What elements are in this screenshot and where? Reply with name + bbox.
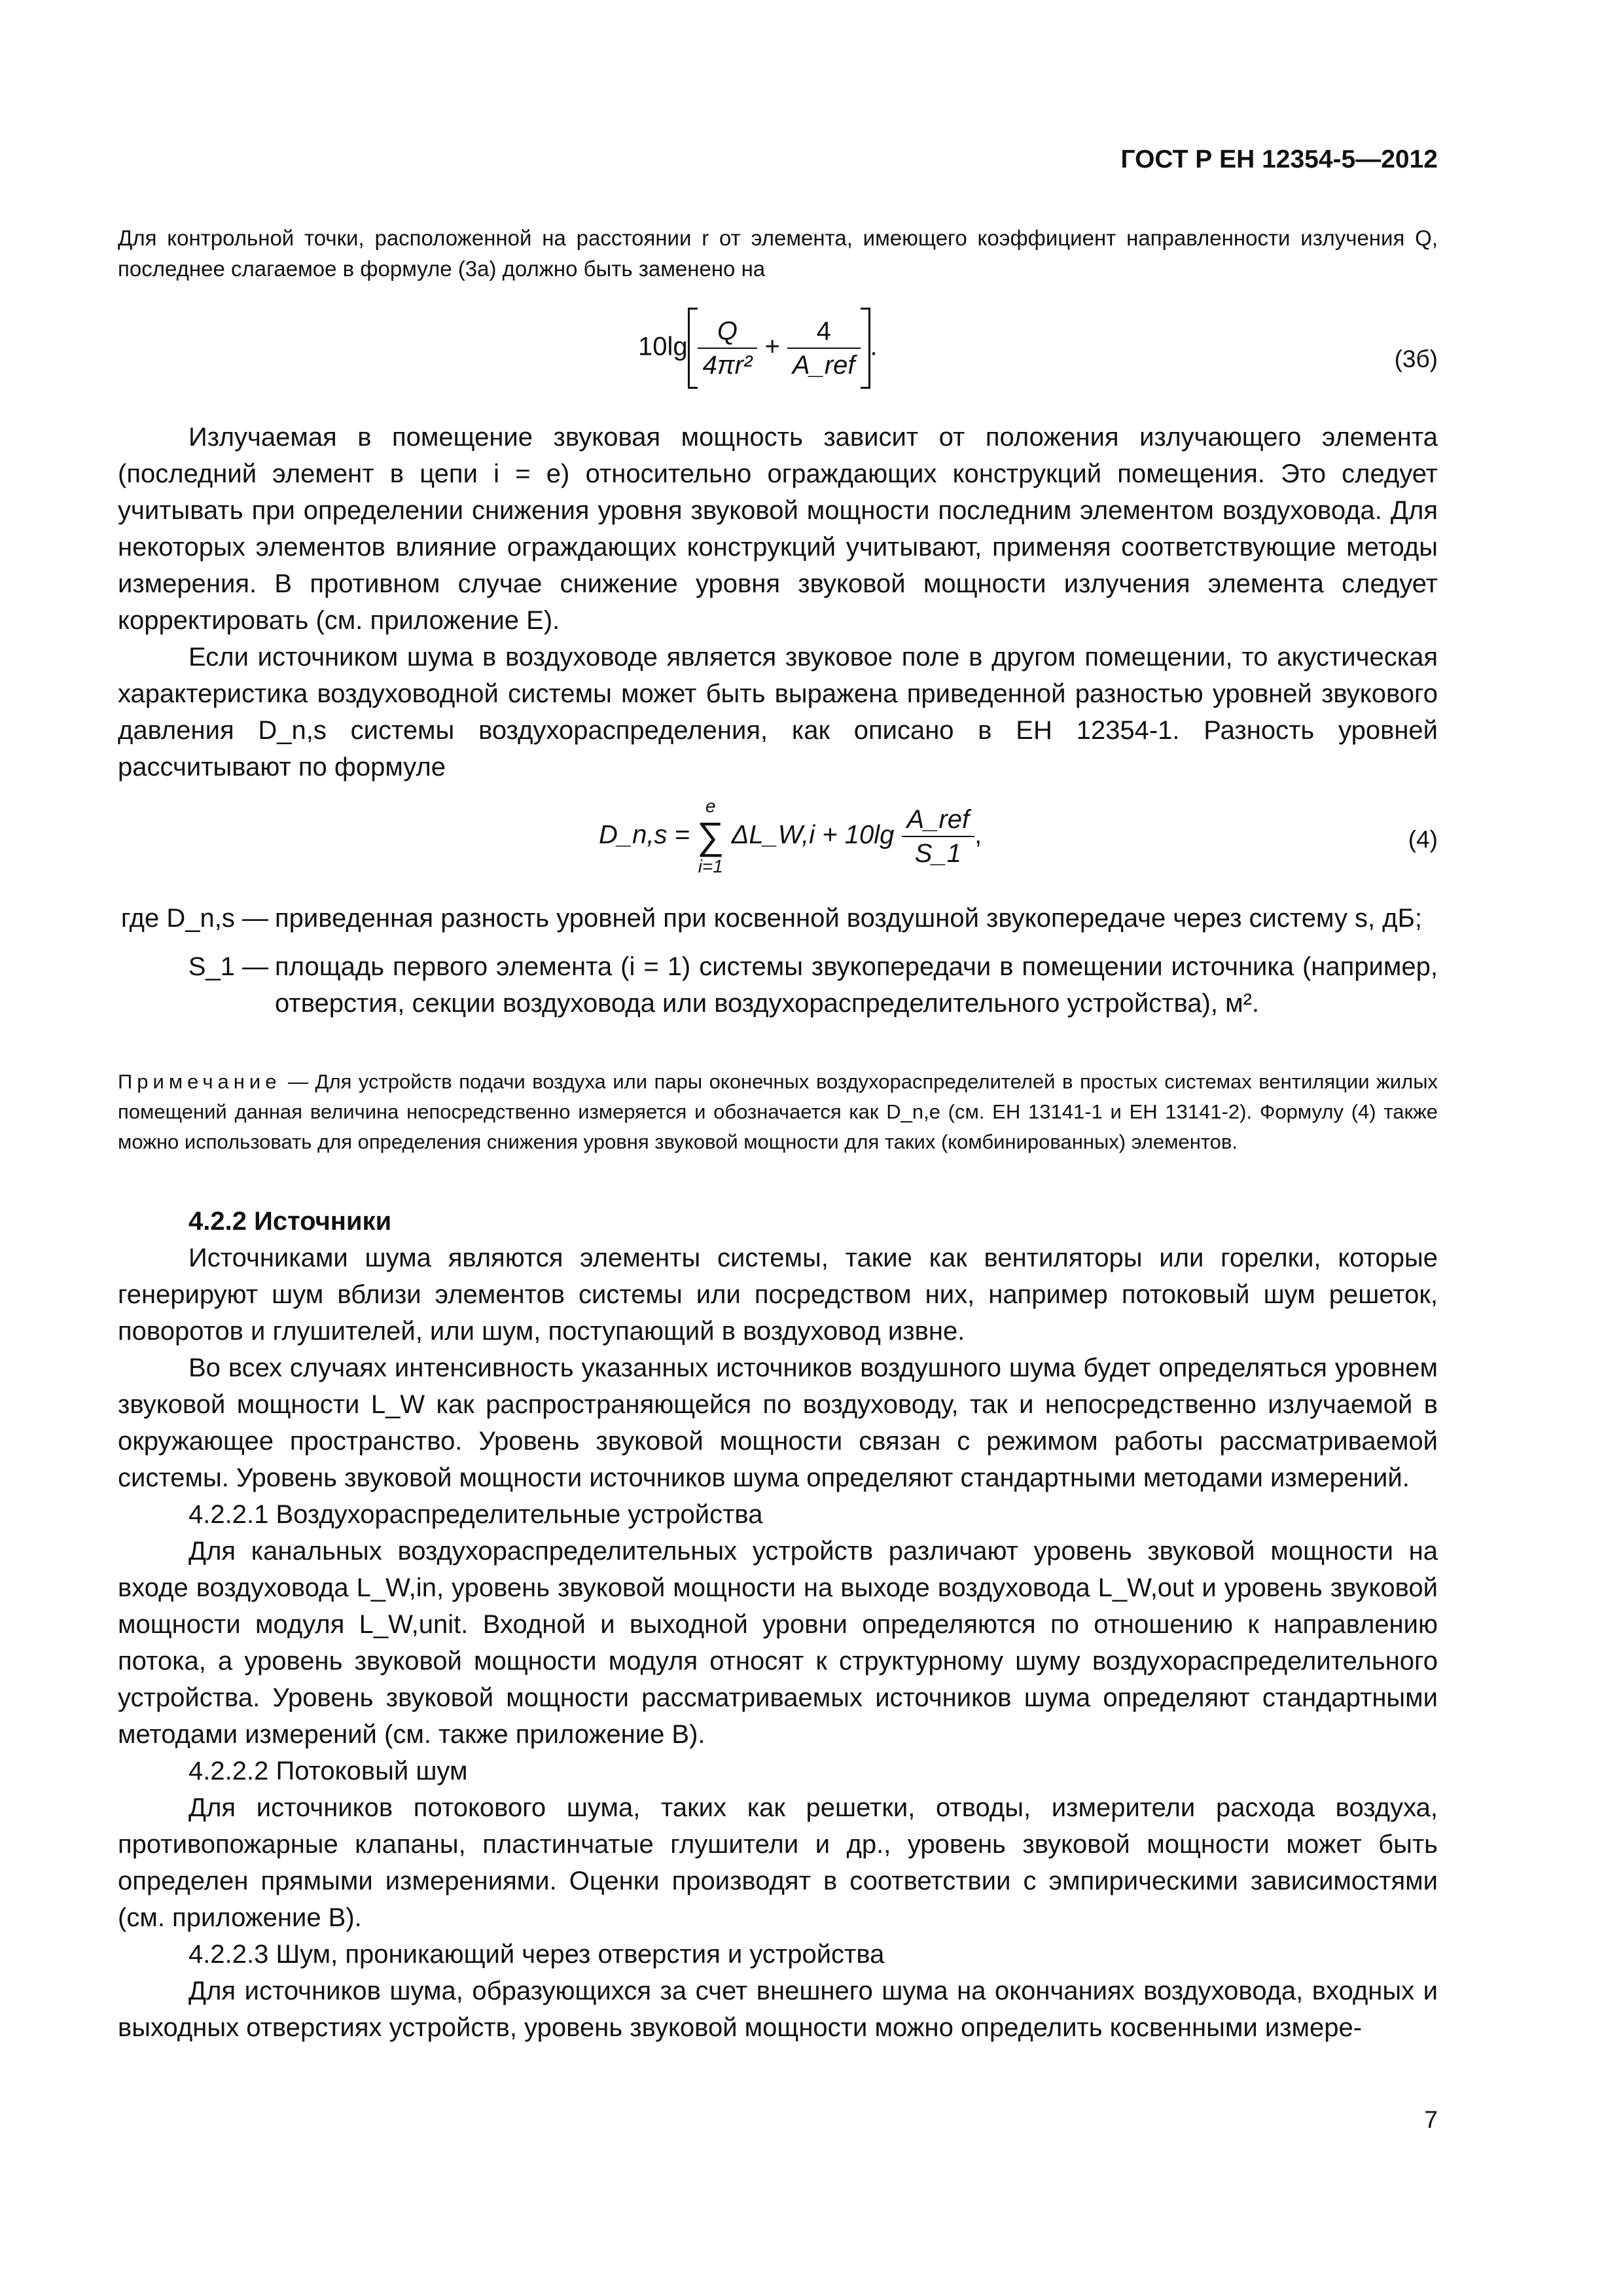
fraction-aref-s1-den: S_1	[914, 839, 961, 868]
where-item-s1	[118, 948, 1438, 1022]
formula-3b-end: .	[870, 332, 878, 361]
sum-top: e	[705, 796, 716, 816]
fraction-aref-num: 4	[787, 315, 861, 349]
left-bracket	[688, 308, 698, 389]
note-block	[118, 1067, 1438, 1157]
paragraph-5: Для канальных воздухораспределительных устройств различают уровень звуковой мощности на входе воздуховода L_W,in, уровень звуковой мощности на выходе воздуховода L_W,out и уровень звуковой мощности модуля L_W,unit. Входной и выходной уровни определяются по отношению к направлению потока, а уровень звуковой мощности модуля относят к структурному шуму воздухораспределительного устройства. Уровень звуковой мощности рассматриваемых источников шума определяют стандартными методами измерений (см. также приложение В).	[118, 1537, 1438, 1749]
equation-number-3b: (3б)	[1394, 346, 1438, 372]
sum-bottom: i=1	[698, 856, 723, 876]
where-list	[118, 900, 1438, 1022]
fraction-q	[698, 315, 758, 382]
paragraph-4: Во всех случаях интенсивность указанных источников воздушного шума будет определяться уровнем звуковой мощности L_W как распространяющейся по воздуховоду, так и непосредственно излучаемой в окружающее пространство. Уровень звуковой мощности связан с режимом работы рассматриваемой системы. Уровень звуковой мощности источников шума определяют стандартными методами измерений.	[118, 1354, 1438, 1492]
fraction-q-num: Q	[698, 315, 758, 349]
section-heading-4-2-2: 4.2.2 Источники	[188, 1207, 392, 1236]
paragraph-6: Для источников потокового шума, таких как решетки, отводы, измерители расхода воздуха, противопожарные клапаны, пластинчатые глушители и др., уровень звуковой мощности может быть определен прямыми измерениями. Оценки производят в соответствии с эмпирическими зависимостями (см. приложение В).	[118, 1793, 1438, 1932]
formula-3b	[638, 308, 878, 389]
fraction-aref-s1-num: A_ref	[902, 803, 975, 837]
subsection-heading-4-2-2-2: 4.2.2.2 Потоковый шум	[188, 1757, 468, 1785]
fraction-aref	[787, 315, 861, 382]
formula-3b-lead: 10lg	[638, 332, 688, 361]
sigma-icon: ∑	[697, 815, 724, 857]
where-text-s1: площадь первого элемента (i = 1) системы звукопередачи в помещении источника (например, отверстия, секции воздуховода или воздухораспределительного устройства), м².	[275, 952, 1438, 1018]
document-header: ГОСТ Р ЕН 12354-5—2012	[1120, 145, 1438, 173]
equation-number-4: (4)	[1408, 826, 1438, 853]
where-label-dns: где D_n,s —	[120, 904, 268, 933]
where-text-dns: приведенная разность уровней при косвенной воздушной звукопередаче через систему s, дБ;	[275, 904, 1422, 933]
fraction-q-den: 4πr²	[702, 351, 753, 380]
where-label-s1: S_1 —	[188, 952, 268, 981]
right-bracket	[861, 308, 870, 389]
fraction-aref-s1	[902, 803, 975, 870]
where-item-dns	[118, 900, 1438, 937]
paragraph-1: Излучаемая в помещение звуковая мощность зависит от положения излучающего элемента (последний элемент в цепи i = e) относительно ограждающих конструкций помещения. Это следует учитывать при определении снижения уровня звуковой мощности последним элементом воздуховода. Для некоторых элементов влияние ограждающих конструкций учитывают, применяя соответствующие методы измерения. В противном случае снижение уровня звуковой мощности излучения элемента следует корректировать (см. приложение Е).	[118, 423, 1438, 635]
note-label: Примечание	[118, 1070, 281, 1093]
formula-4-term: ΔL_W,i + 10lg	[731, 820, 895, 850]
formula-4-lhs: D_n,s =	[599, 820, 690, 850]
subsection-heading-4-2-2-1: 4.2.2.1 Воздухораспределительные устройства	[188, 1500, 763, 1529]
body-block-1	[118, 419, 1438, 785]
plus-sign: +	[764, 332, 780, 361]
sum-operator	[697, 795, 724, 878]
page-number: 7	[1424, 2106, 1438, 2133]
formula-4	[599, 795, 982, 878]
body-block-2	[118, 1203, 1438, 2046]
formula-4-end: ,	[974, 820, 982, 850]
subsection-heading-4-2-2-3: 4.2.2.3 Шум, проникающий через отверстия и устройства	[188, 1940, 885, 1969]
note-text: — Для устройств подачи воздуха или пары оконечных воздухораспределителей в простых системах вентиляции жилых помещений данная величина непосредственно измеряется и обозначается как D_n,e (см. ЕН 13141-1 и ЕН 13141-2). Формулу (4) также можно использовать для определения снижения уровня звуковой мощности для таких (комбинированных) элементов.	[118, 1070, 1438, 1153]
fraction-aref-den: A_ref	[792, 351, 855, 380]
intro-paragraph: Для контрольной точки, расположенной на расстоянии r от элемента, имеющего коэффициент направленности излучения Q, последнее слагаемое в формуле (3а) должно быть заменено на	[118, 226, 1438, 281]
paragraph-7: Для источников шума, образующихся за счет внешнего шума на окончаниях воздуховода, входных и выходных отверстиях устройств, уровень звуковой мощности можно определить косвенными измере-	[118, 1977, 1438, 2042]
paragraph-3: Источниками шума являются элементы системы, такие как вентиляторы или горелки, которые генерируют шум вблизи элементов системы или посредством них, например потоковый шум решеток, поворотов и глушителей, или шум, поступающий в воздуховод извне.	[118, 1244, 1438, 1346]
paragraph-2: Если источником шума в воздуховоде является звуковое поле в другом помещении, то акустическая характеристика воздуховодной системы может быть выражена приведенной разностью уровней звукового давления D_n,s системы воздухораспределения, как описано в ЕН 12354-1. Разность уровней рассчитывают по формуле	[118, 643, 1438, 781]
